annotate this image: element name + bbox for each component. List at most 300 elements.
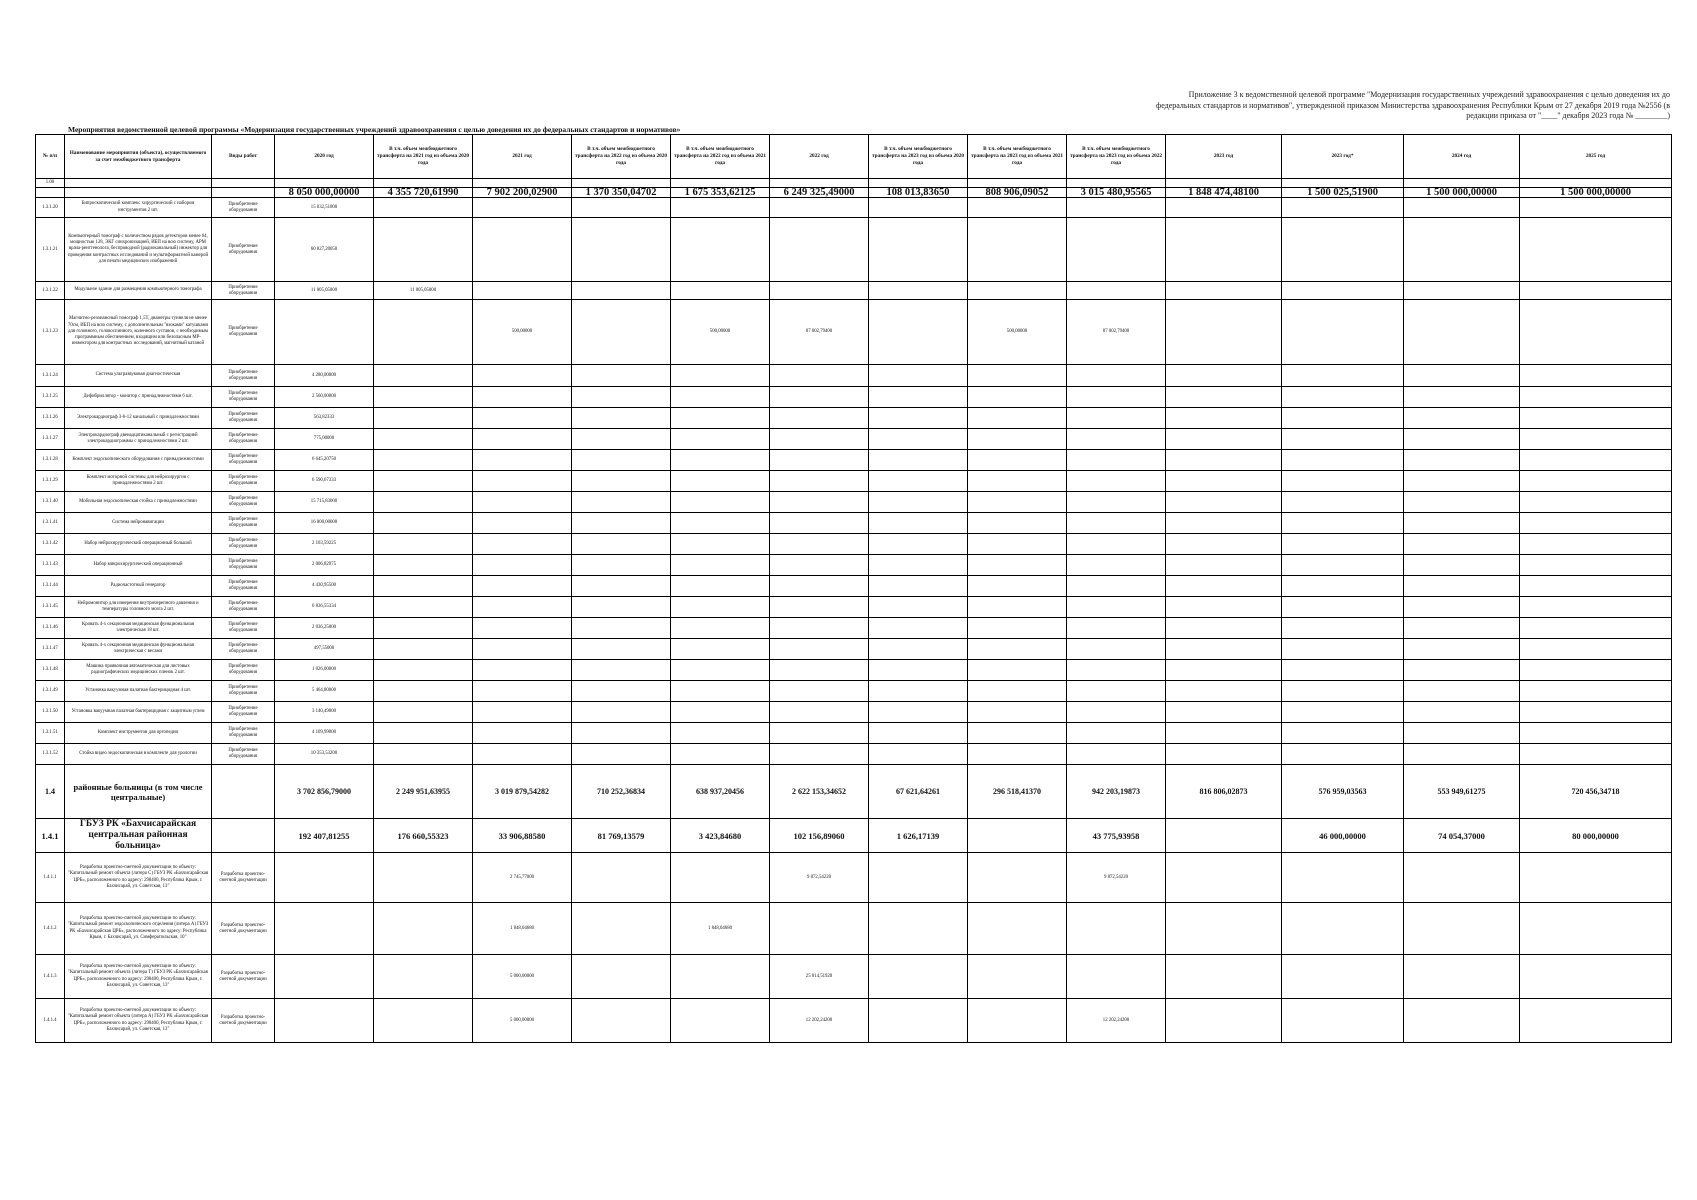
amount-cell bbox=[770, 681, 869, 702]
amount-cell bbox=[473, 597, 572, 618]
row-number: 1.4.1.1 bbox=[36, 853, 65, 903]
amount-cell bbox=[671, 723, 770, 744]
amount-cell bbox=[572, 429, 671, 450]
amount-cell: 2 036,25000 bbox=[275, 618, 374, 639]
amount-cell bbox=[1282, 513, 1404, 534]
amount-cell: 2 103,59225 bbox=[275, 534, 374, 555]
amount-cell bbox=[968, 387, 1067, 408]
row-number: 1.3.1.21 bbox=[36, 218, 65, 282]
table-row bbox=[36, 555, 1672, 576]
item-name: Разработка проектно-сметной документации по объекту: "Капитальный ремонт объекта (литера С) ГБУЗ РК «Бахчисарайская ЦРБ», расположенного по адресу: 298400, Республика Крым, г. Бахчисарай, ул. Советская, 13" bbox=[65, 853, 212, 903]
amount-cell bbox=[671, 365, 770, 387]
work-type: Приобретение оборудования bbox=[212, 639, 275, 660]
work-type: Приобретение оборудования bbox=[212, 744, 275, 765]
amount-cell bbox=[572, 471, 671, 492]
column-header: 2023 год bbox=[1166, 135, 1282, 179]
amount-cell bbox=[1067, 492, 1166, 513]
amount-cell bbox=[473, 555, 572, 576]
item-name: Установка вакуумная палатная бактерицидная 4 шт. bbox=[65, 681, 212, 702]
work-type: Приобретение оборудования bbox=[212, 513, 275, 534]
amount-cell: 2 622 153,34652 bbox=[770, 765, 869, 819]
amount-cell bbox=[1166, 744, 1282, 765]
amount-cell bbox=[1166, 198, 1282, 218]
column-header: В т.ч. объем межбюджетного трансферта на 2023 год из объема 2022 года bbox=[1067, 135, 1166, 179]
amount-cell bbox=[1520, 723, 1672, 744]
amount-cell: 4 280,00000 bbox=[275, 365, 374, 387]
amount-cell bbox=[869, 471, 968, 492]
amount-cell bbox=[968, 429, 1067, 450]
row-number: 1.3.1.41 bbox=[36, 513, 65, 534]
amount-cell bbox=[1404, 853, 1520, 903]
amount-cell bbox=[968, 597, 1067, 618]
amount-cell bbox=[671, 198, 770, 218]
amount-cell bbox=[473, 744, 572, 765]
amount-cell: 2 745,77000 bbox=[473, 853, 572, 903]
row-number: 1.3.1.48 bbox=[36, 660, 65, 681]
empty-cell bbox=[770, 179, 869, 188]
empty-cell bbox=[869, 179, 968, 188]
amount-cell bbox=[572, 639, 671, 660]
amount-cell bbox=[1166, 597, 1282, 618]
item-name: районные больницы (в том числе центральные) bbox=[65, 765, 212, 819]
amount-cell bbox=[1520, 282, 1672, 300]
amount-cell bbox=[968, 723, 1067, 744]
amount-cell bbox=[1166, 555, 1282, 576]
amount-cell bbox=[1404, 387, 1520, 408]
amount-cell: 43 775,93958 bbox=[1067, 819, 1166, 853]
amount-cell bbox=[572, 408, 671, 429]
amount-cell bbox=[473, 282, 572, 300]
hospital-row bbox=[36, 819, 1672, 853]
amount-cell bbox=[1067, 639, 1166, 660]
amount-cell bbox=[1520, 408, 1672, 429]
amount-cell: 9 872,54220 bbox=[1067, 853, 1166, 903]
amount-cell bbox=[1282, 555, 1404, 576]
amount-cell: 81 769,13579 bbox=[572, 819, 671, 853]
amount-cell bbox=[1520, 513, 1672, 534]
amount-cell: 12 202,24200 bbox=[770, 999, 869, 1043]
amount-cell bbox=[869, 429, 968, 450]
amount-cell bbox=[1166, 471, 1282, 492]
row-number: 1.3.1.46 bbox=[36, 618, 65, 639]
empty-cell bbox=[1067, 179, 1166, 188]
table-row bbox=[36, 429, 1672, 450]
table-row bbox=[36, 576, 1672, 597]
amount-cell bbox=[1166, 282, 1282, 300]
work-type: Приобретение оборудования bbox=[212, 218, 275, 282]
amount-cell bbox=[869, 218, 968, 282]
amount-cell bbox=[671, 534, 770, 555]
amount-cell bbox=[1282, 471, 1404, 492]
amount-cell: 720 456,34718 bbox=[1520, 765, 1672, 819]
amount-cell bbox=[869, 955, 968, 999]
amount-cell bbox=[671, 513, 770, 534]
total-value: 1 500 000,00000 bbox=[1404, 188, 1520, 198]
amount-cell: 4 430,95500 bbox=[275, 576, 374, 597]
amount-cell bbox=[473, 702, 572, 723]
row-number: 1.3.1.24 bbox=[36, 365, 65, 387]
amount-cell bbox=[572, 450, 671, 471]
amount-cell bbox=[671, 555, 770, 576]
amount-cell bbox=[275, 955, 374, 999]
amount-cell bbox=[1166, 660, 1282, 681]
amount-cell bbox=[374, 513, 473, 534]
row-number: 1.3.1.42 bbox=[36, 534, 65, 555]
amount-cell bbox=[1067, 408, 1166, 429]
row-number: 1.4.1.3 bbox=[36, 955, 65, 999]
item-name: Радиочастотный генератор bbox=[65, 576, 212, 597]
empty-cell bbox=[1520, 179, 1672, 188]
amount-cell bbox=[1166, 408, 1282, 429]
amount-cell bbox=[374, 903, 473, 955]
amount-cell bbox=[1520, 618, 1672, 639]
amount-cell bbox=[1520, 300, 1672, 365]
amount-cell bbox=[275, 300, 374, 365]
amount-cell bbox=[770, 387, 869, 408]
row-number: 1.3.1.43 bbox=[36, 555, 65, 576]
amount-cell bbox=[572, 853, 671, 903]
amount-cell bbox=[1166, 429, 1282, 450]
amount-cell bbox=[1282, 576, 1404, 597]
amount-cell bbox=[1520, 955, 1672, 999]
amount-cell bbox=[1166, 365, 1282, 387]
amount-cell bbox=[374, 744, 473, 765]
item-name: Магнитно-резонансный томограф 1,5Т, диаметры туннеля не менее 70см, ИБП на всю систему, с дополнительным "взоками" катушками для головного, головоспинного, коленного суставов, с необходимым программным обеспечением, входящим или безопасным МР-инжектором для контрастных исследований, магнитный катаной bbox=[65, 300, 212, 365]
column-header: 2023 год* bbox=[1282, 135, 1404, 179]
table-row bbox=[36, 660, 1672, 681]
amount-cell bbox=[869, 365, 968, 387]
row-number: 1.3.1.47 bbox=[36, 639, 65, 660]
amount-cell bbox=[1166, 681, 1282, 702]
total-value: 1 370 350,04702 bbox=[572, 188, 671, 198]
amount-cell bbox=[869, 903, 968, 955]
amount-cell bbox=[572, 492, 671, 513]
amount-cell bbox=[473, 471, 572, 492]
amount-cell bbox=[671, 492, 770, 513]
amount-cell bbox=[869, 681, 968, 702]
item-name: Установка вакуумная палатная бактерицидная с защитным углем bbox=[65, 702, 212, 723]
row-number: 1.3.1.50 bbox=[36, 702, 65, 723]
amount-cell bbox=[572, 365, 671, 387]
row-number: 1.3.1.40 bbox=[36, 492, 65, 513]
amount-cell bbox=[1067, 282, 1166, 300]
amount-cell bbox=[1282, 429, 1404, 450]
amount-cell bbox=[1166, 903, 1282, 955]
amount-cell bbox=[1067, 576, 1166, 597]
amount-cell bbox=[1404, 471, 1520, 492]
amount-cell: 1 026,00000 bbox=[275, 660, 374, 681]
work-type: Приобретение оборудования bbox=[212, 534, 275, 555]
amount-cell bbox=[572, 387, 671, 408]
amount-cell bbox=[1404, 702, 1520, 723]
amount-cell: 1 848,04680 bbox=[671, 903, 770, 955]
row-number: 1.3.1.49 bbox=[36, 681, 65, 702]
row-number: 1.3.1.51 bbox=[36, 723, 65, 744]
table-row bbox=[36, 618, 1672, 639]
amount-cell bbox=[770, 660, 869, 681]
amount-cell bbox=[572, 597, 671, 618]
amount-cell bbox=[1067, 597, 1166, 618]
item-name: Комплект эндоскопического оборудования с принадлежностями bbox=[65, 450, 212, 471]
amount-cell bbox=[473, 576, 572, 597]
work-type: Приобретение оборудования bbox=[212, 555, 275, 576]
amount-cell bbox=[374, 955, 473, 999]
amount-cell bbox=[1520, 999, 1672, 1043]
amount-cell bbox=[1166, 450, 1282, 471]
row-number: 1.4.1.2 bbox=[36, 903, 65, 955]
amount-cell bbox=[1166, 853, 1282, 903]
amount-cell bbox=[1282, 723, 1404, 744]
table-row bbox=[36, 534, 1672, 555]
amount-cell bbox=[1282, 903, 1404, 955]
amount-cell bbox=[1282, 639, 1404, 660]
amount-cell: 710 252,36834 bbox=[572, 765, 671, 819]
amount-cell bbox=[671, 429, 770, 450]
amount-cell: 176 660,55323 bbox=[374, 819, 473, 853]
amount-cell bbox=[1067, 723, 1166, 744]
amount-cell: 67 621,64261 bbox=[869, 765, 968, 819]
amount-cell bbox=[473, 723, 572, 744]
amount-cell: 5 464,80000 bbox=[275, 681, 374, 702]
amount-cell bbox=[1166, 513, 1282, 534]
work-type: Приобретение оборудования bbox=[212, 702, 275, 723]
amount-cell bbox=[770, 744, 869, 765]
amount-cell bbox=[1520, 198, 1672, 218]
item-name: Набор нейрохирургический операционный большой bbox=[65, 534, 212, 555]
row-number: 1.3.1.28 bbox=[36, 450, 65, 471]
amount-cell bbox=[1520, 471, 1672, 492]
empty-cell bbox=[1282, 179, 1404, 188]
amount-cell bbox=[770, 555, 869, 576]
column-header: Виды работ bbox=[212, 135, 275, 179]
amount-cell: 500,00000 bbox=[968, 300, 1067, 365]
empty-cell bbox=[65, 188, 212, 198]
amount-cell bbox=[572, 744, 671, 765]
amount-cell bbox=[374, 492, 473, 513]
amount-cell bbox=[968, 819, 1067, 853]
amount-cell: 497,55000 bbox=[275, 639, 374, 660]
table-row bbox=[36, 513, 1672, 534]
amount-cell bbox=[1404, 955, 1520, 999]
amount-cell: 11 005,05000 bbox=[275, 282, 374, 300]
amount-cell bbox=[770, 576, 869, 597]
item-name: Комплект инструментов для ортопедии bbox=[65, 723, 212, 744]
amount-cell bbox=[671, 744, 770, 765]
amount-cell bbox=[671, 387, 770, 408]
amount-cell bbox=[572, 999, 671, 1043]
amount-cell bbox=[1404, 744, 1520, 765]
column-header: В т.ч. объем межбюджетного трансферта на 2022 год из объема 2020 года bbox=[572, 135, 671, 179]
amount-cell bbox=[1282, 300, 1404, 365]
amount-cell bbox=[968, 534, 1067, 555]
amount-cell bbox=[572, 903, 671, 955]
work-type: Приобретение оборудования bbox=[212, 618, 275, 639]
amount-cell bbox=[968, 660, 1067, 681]
amount-cell bbox=[374, 555, 473, 576]
empty-cell bbox=[212, 819, 275, 853]
totals-row bbox=[36, 188, 1672, 198]
amount-cell bbox=[671, 853, 770, 903]
amount-cell bbox=[869, 576, 968, 597]
amount-cell bbox=[374, 702, 473, 723]
item-name: Набор микрохирургический операционный bbox=[65, 555, 212, 576]
amount-cell bbox=[1520, 681, 1672, 702]
amount-cell bbox=[1166, 702, 1282, 723]
amount-cell: 5 000,00000 bbox=[473, 955, 572, 999]
work-type: Приобретение оборудования bbox=[212, 300, 275, 365]
total-value: 8 050 000,00000 bbox=[275, 188, 374, 198]
amount-cell bbox=[869, 300, 968, 365]
section-row bbox=[36, 179, 1672, 188]
amount-cell bbox=[1067, 450, 1166, 471]
amount-cell bbox=[770, 723, 869, 744]
empty-cell bbox=[65, 179, 212, 188]
amount-cell bbox=[572, 300, 671, 365]
amount-cell bbox=[671, 639, 770, 660]
amount-cell: 775,00000 bbox=[275, 429, 374, 450]
table-row bbox=[36, 450, 1672, 471]
project-row bbox=[36, 903, 1672, 955]
amount-cell bbox=[1166, 999, 1282, 1043]
district-hospitals-row bbox=[36, 765, 1672, 819]
table-row bbox=[36, 723, 1672, 744]
amount-cell bbox=[473, 218, 572, 282]
amount-cell bbox=[1520, 534, 1672, 555]
item-name: Модульное здание для размещения компьютерного томографа bbox=[65, 282, 212, 300]
item-name: Комплект моторной системы для нейрохирургии с принадлежностями 2 шт. bbox=[65, 471, 212, 492]
amount-cell bbox=[869, 723, 968, 744]
amount-cell bbox=[1404, 903, 1520, 955]
item-name: Система ультразвуковая диагностическая bbox=[65, 365, 212, 387]
amount-cell: 87 002,79400 bbox=[1067, 300, 1166, 365]
work-type: Приобретение оборудования bbox=[212, 471, 275, 492]
amount-cell bbox=[374, 198, 473, 218]
amount-cell: 3 140,49000 bbox=[275, 702, 374, 723]
amount-cell: 87 002,79400 bbox=[770, 300, 869, 365]
amount-cell bbox=[374, 408, 473, 429]
amount-cell bbox=[671, 955, 770, 999]
amount-cell bbox=[473, 618, 572, 639]
amount-cell: 15 032,51000 bbox=[275, 198, 374, 218]
amount-cell: 25 814,51920 bbox=[770, 955, 869, 999]
amount-cell bbox=[1282, 681, 1404, 702]
amount-cell bbox=[1282, 853, 1404, 903]
amount-cell: 816 806,02873 bbox=[1166, 765, 1282, 819]
total-value: 3 015 480,95565 bbox=[1067, 188, 1166, 198]
amount-cell bbox=[968, 853, 1067, 903]
amount-cell bbox=[869, 618, 968, 639]
amount-cell bbox=[374, 597, 473, 618]
amount-cell bbox=[968, 639, 1067, 660]
amount-cell bbox=[1520, 365, 1672, 387]
amount-cell bbox=[374, 723, 473, 744]
item-name: Электрокардиограф 3-6-12 канальный с принадлежностями bbox=[65, 408, 212, 429]
amount-cell bbox=[275, 903, 374, 955]
amount-cell bbox=[869, 999, 968, 1043]
amount-cell bbox=[1520, 387, 1672, 408]
total-value: 1 500 025,51900 bbox=[1282, 188, 1404, 198]
amount-cell: 500,00000 bbox=[671, 300, 770, 365]
amount-cell bbox=[770, 903, 869, 955]
row-number: 1.3.1.29 bbox=[36, 471, 65, 492]
amount-cell bbox=[671, 471, 770, 492]
amount-cell bbox=[1067, 218, 1166, 282]
amount-cell bbox=[770, 639, 869, 660]
amount-cell bbox=[572, 702, 671, 723]
amount-cell bbox=[473, 387, 572, 408]
amount-cell bbox=[671, 681, 770, 702]
amount-cell bbox=[671, 702, 770, 723]
amount-cell bbox=[1067, 681, 1166, 702]
amount-cell: 3 423,84680 bbox=[671, 819, 770, 853]
item-name: Электрокардиограф двенадцатиканальный с регистрацией электрокардиограммы с принадлежностями 2 шт. bbox=[65, 429, 212, 450]
column-header: В т.ч. объем межбюджетного трансферта на 2023 год из объема 2020 года bbox=[869, 135, 968, 179]
amount-cell: 102 156,89060 bbox=[770, 819, 869, 853]
amount-cell: 192 407,81255 bbox=[275, 819, 374, 853]
amount-cell bbox=[1282, 744, 1404, 765]
amount-cell bbox=[1166, 300, 1282, 365]
amount-cell bbox=[770, 471, 869, 492]
amount-cell bbox=[968, 999, 1067, 1043]
amount-cell bbox=[1067, 903, 1166, 955]
amount-cell bbox=[968, 576, 1067, 597]
item-name: Компьютерный томограф с количеством рядов детекторов менее 64, мощностью 128, ЭКГ синхронизацией, ИБП на всю систему, АРМ врача-рентгенолога, беспроводной (радиоканальный) инжектор для проведения контрастных исследований и мультиформатной камерой для печати медицинских изображений bbox=[65, 218, 212, 282]
amount-cell bbox=[968, 744, 1067, 765]
row-number: 1.3.1.44 bbox=[36, 576, 65, 597]
amount-cell bbox=[473, 513, 572, 534]
amount-cell bbox=[1282, 534, 1404, 555]
column-header: 2024 год bbox=[1404, 135, 1520, 179]
empty-cell bbox=[1166, 179, 1282, 188]
amount-cell bbox=[1404, 618, 1520, 639]
item-name: Разработка проектно-сметной документации по объекту: "Капитальный ремонт объекта (литера Т) ГБУЗ РК «Бахчисарайская ЦРБ», расположенного по адресу: 298400, Республика Крым, г. Бахчисарай, ул. Советская, 13" bbox=[65, 955, 212, 999]
amount-cell: 2 249 951,63955 bbox=[374, 765, 473, 819]
amount-cell bbox=[869, 639, 968, 660]
work-type: Приобретение оборудования bbox=[212, 450, 275, 471]
empty-cell bbox=[968, 179, 1067, 188]
column-header: Наименование мероприятия (объекта), осуществляемого за счет межбюджетного трансферта bbox=[65, 135, 212, 179]
amount-cell bbox=[968, 618, 1067, 639]
amount-cell bbox=[770, 429, 869, 450]
amount-cell: 4 109,99000 bbox=[275, 723, 374, 744]
amount-cell bbox=[869, 597, 968, 618]
amount-cell: 563,82333 bbox=[275, 408, 374, 429]
amount-cell bbox=[374, 639, 473, 660]
amount-cell bbox=[473, 408, 572, 429]
amount-cell: 3 019 879,54282 bbox=[473, 765, 572, 819]
amount-cell bbox=[1067, 387, 1166, 408]
work-type: Приобретение оборудования bbox=[212, 387, 275, 408]
work-type: Разработка проектно-сметной документации bbox=[212, 903, 275, 955]
column-header: № п/п bbox=[36, 135, 65, 179]
item-name: Бипроскопический комплекс хирургический с набором инструментов 2 шт. bbox=[65, 198, 212, 218]
item-name: Система нейронавигации bbox=[65, 513, 212, 534]
amount-cell bbox=[770, 618, 869, 639]
amount-cell: 16 000,00000 bbox=[275, 513, 374, 534]
amount-cell bbox=[572, 513, 671, 534]
amount-cell bbox=[770, 513, 869, 534]
amount-cell bbox=[1282, 218, 1404, 282]
item-name: Разработка проектно-сметной документации по объекту: "Капитальный ремонт эндоскопического отделения (литера А) ГБУЗ РК «Бахчисарайская ЦРБ», расположенного по адресу: Республика Крым, г. Бахчисарай, ул. Симферопольская, 10" bbox=[65, 903, 212, 955]
project-row bbox=[36, 999, 1672, 1043]
table-row bbox=[36, 597, 1672, 618]
amount-cell bbox=[1404, 408, 1520, 429]
amount-cell bbox=[1282, 198, 1404, 218]
amount-cell bbox=[869, 744, 968, 765]
amount-cell bbox=[473, 198, 572, 218]
amount-cell bbox=[572, 198, 671, 218]
amount-cell bbox=[968, 218, 1067, 282]
